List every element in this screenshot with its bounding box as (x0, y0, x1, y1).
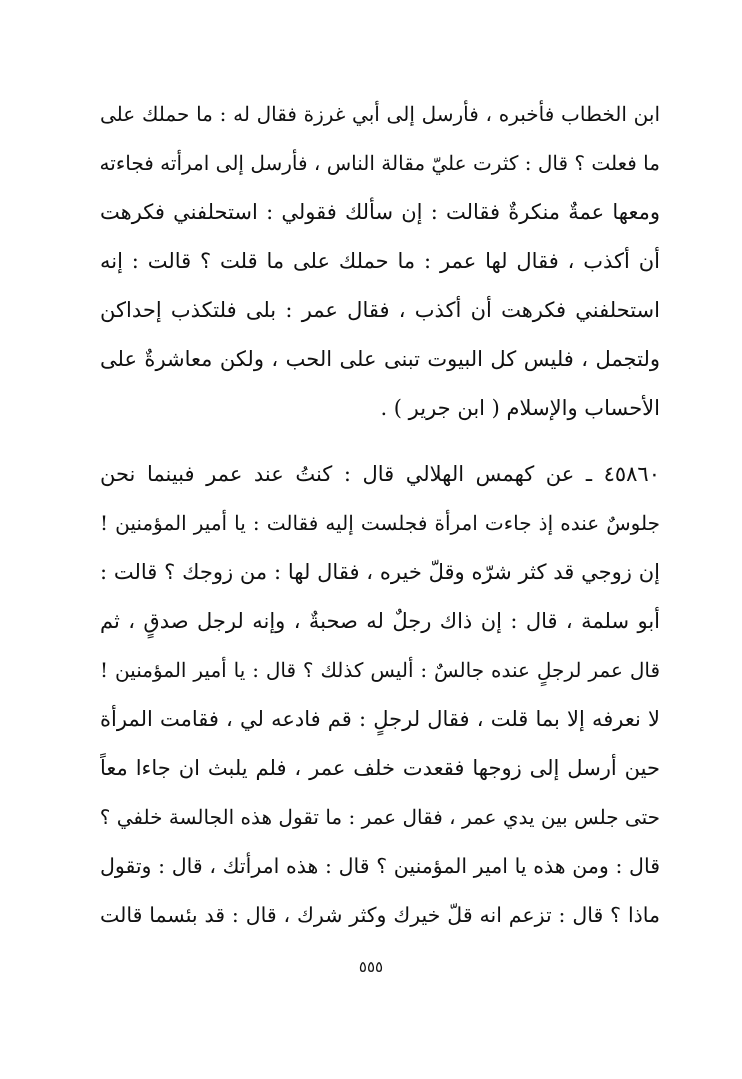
text-line: جلوسٌ عنده إذ جاءت امرأة فجلست إليه فقالت : يا أمير المؤمنين ! (100, 511, 660, 535)
text-line: استحلفني فكرهت أن أكذب ، فقال عمر : بلى فلتكذب إحداكن (100, 298, 660, 322)
paragraph-abn-jarir (100, 90, 660, 433)
page-number: ٥٥٥ (358, 958, 384, 976)
text-line: أبو سلمة ، قال : إن ذاك رجلٌ له صحبةٌ ، وإنه لرجل صدقٍ ، ثم (100, 609, 660, 633)
text-line: ماذا ؟ قال : تزعم انه قلّ خيرك وكثر شرك ، قال : قد بئسما قالت (100, 903, 660, 927)
text-line: قال : ومن هذه يا امير المؤمنين ؟ قال : هذه امرأتك ، قال : وتقول (100, 854, 660, 878)
text-line: حتى جلس بين يدي عمر ، فقال عمر : ما تقول هذه الجالسة خلفي ؟ (100, 805, 660, 829)
text-line: ٤٥٨٦٠ ـ عن كهمس الهلالي قال : كنتُ عند عمر فبينما نحن (100, 462, 660, 486)
paragraph-hadith-45860 (100, 450, 660, 940)
text-line: إن زوجي قد كثر شرّه وقلّ خيره ، فقال لها : من زوجك ؟ قالت : (100, 560, 660, 584)
text-line: ما فعلت ؟ قال : كثرت عليّ مقالة الناس ، فأرسل إلى امرأته فجاءته (100, 151, 660, 175)
text-line: حين أرسل إلى زوجها فقعدت خلف عمر ، فلم يلبث ان جاءا معاً (100, 756, 660, 780)
text-line: ولتجمل ، فليس كل البيوت تبنى على الحب ، ولكن معاشرةٌ على (100, 347, 660, 371)
text-line: لا نعرفه إلا بما قلت ، فقال لرجلٍ : قم فادعه لي ، فقامت المرأة (100, 707, 660, 731)
text-line: أن أكذب ، فقال لها عمر : ما حملك على ما قلت ؟ قالت : إنه (100, 249, 660, 273)
text-line: ابن الخطاب فأخبره ، فأرسل إلى أبي غرزة فقال له : ما حملك على (100, 102, 660, 126)
text-line: ومعها عمةٌ منكرةٌ فقالت : إن سألك فقولي : استحلفني فكرهت (100, 200, 660, 224)
text-line: الأحساب والإسلام ( ابن جرير ) . (380, 396, 660, 420)
text-line: قال عمر لرجلٍ عنده جالسٌ : أليس كذلك ؟ قال : يا أمير المؤمنين ! (100, 658, 660, 682)
